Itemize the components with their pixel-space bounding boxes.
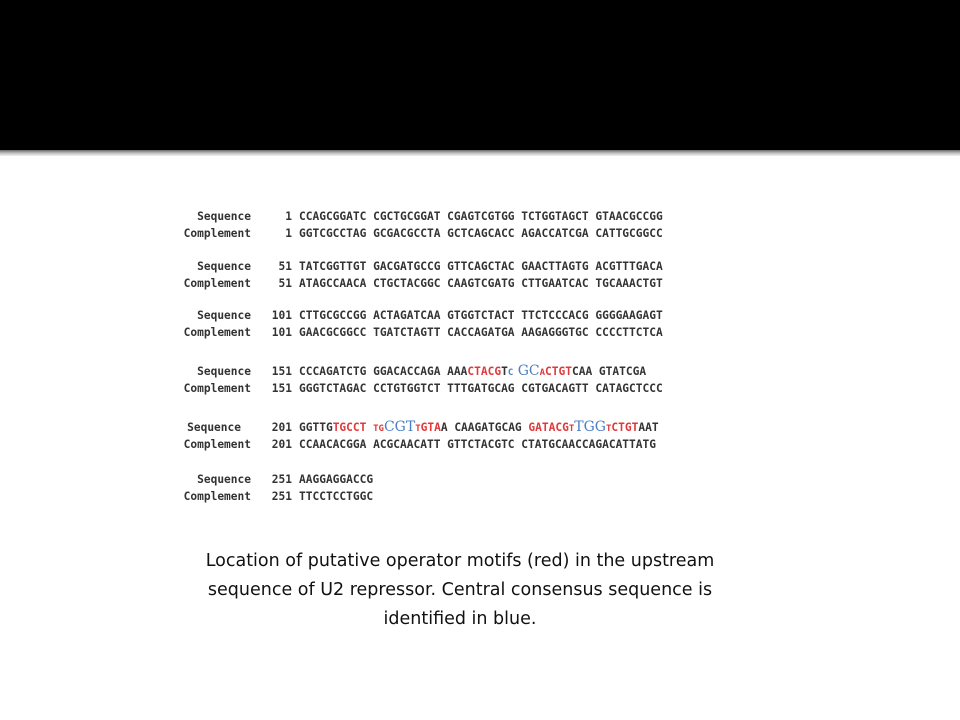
- operator-motif: CTGT: [611, 421, 639, 434]
- operator-motif: CTACG: [467, 365, 502, 378]
- operator-motif: GATACG: [528, 421, 569, 434]
- consensus-motif: TGG: [574, 419, 606, 435]
- sequence-row-151: [160, 364, 646, 379]
- row-bases: GAACGCGGCC TGATCTAGTT CACCAGATGA AAGAGGGTGC CCCCTTCTCA: [299, 326, 663, 339]
- caption-line: identified in blue.: [383, 609, 537, 629]
- operator-motif: A: [539, 368, 546, 378]
- operator-motif: T: [568, 424, 575, 434]
- title-bar: [0, 0, 960, 150]
- base-segment: CCCAGATCTG GGACACCAGA AAA: [299, 365, 468, 378]
- complement-row-101: [160, 325, 663, 340]
- row-label: Sequence: [197, 365, 251, 378]
- operator-motif: GTA: [420, 421, 441, 434]
- row-bases: CCAGCGGATC CGCTGCGGAT CGAGTCGTGG TCTGGTAGCT GTAACGCCGG: [299, 210, 663, 223]
- operator-motif: T: [373, 424, 379, 434]
- row-bases: AAGGAGGACCG: [299, 473, 374, 486]
- row-label: Complement: [183, 382, 251, 395]
- consensus-motif: GC: [513, 363, 540, 379]
- title-divider: [0, 150, 960, 156]
- base-segment: AAT: [638, 421, 659, 434]
- row-label: Sequence: [187, 421, 241, 434]
- row-bases: [299, 365, 646, 378]
- base-segment: CAA GTATCGA: [571, 365, 647, 378]
- base-segment: T: [501, 365, 508, 378]
- row-bases: GGGTCTAGAC CCTGTGGTCT TTTGATGCAG CGTGACAGTT CATAGCTCCC: [299, 382, 663, 395]
- row-position: 51: [278, 277, 292, 290]
- complement-row-251: [160, 489, 373, 504]
- row-position: 151: [271, 365, 292, 378]
- operator-motif: TGCCT: [332, 421, 367, 434]
- operator-motif: T: [415, 424, 421, 434]
- row-position: 101: [271, 326, 292, 339]
- complement-row-51: [160, 276, 663, 291]
- consensus-motif: C: [507, 368, 514, 378]
- row-bases: TTCCTCCTGGC: [299, 490, 374, 503]
- row-position: 1: [285, 227, 292, 240]
- row-label: Sequence: [197, 309, 251, 322]
- row-bases: CCAACACGGA ACGCAACATT GTTCTACGTC CTATGCAACCAGACATTATG: [299, 438, 656, 451]
- base-segment: A CAAGATGCAG: [440, 421, 529, 434]
- complement-row-151: [160, 381, 663, 396]
- caption-line: Location of putative operator motifs (red) in the upstream: [205, 551, 715, 571]
- sequence-row-1: [160, 209, 663, 224]
- row-label: Sequence: [197, 260, 251, 273]
- base-segment: GGTTG: [299, 421, 333, 434]
- row-bases: TATCGGTTGT GACGATGCCG GTTCAGCTAC GAACTTAGTG ACGTTTGACA: [299, 260, 663, 273]
- row-bases: [299, 421, 659, 434]
- row-position: 251: [271, 490, 292, 503]
- sequence-row-251: [160, 472, 373, 487]
- sequence-row-201: [160, 420, 659, 435]
- row-label: Sequence: [197, 210, 251, 223]
- row-position: 201: [271, 421, 292, 434]
- row-bases: CTTGCGCCGG ACTAGATCAA GTGGTCTACT TTCTCCCACG GGGGAAGAGT: [299, 309, 663, 322]
- operator-motif: G: [378, 424, 384, 434]
- figure-caption: [140, 547, 780, 634]
- consensus-motif: CGT: [383, 419, 416, 435]
- row-bases: ATAGCCAACA CTGCTACGGC CAAGTCGATG CTTGAATCAC TGCAAACTGT: [299, 277, 663, 290]
- row-label: Complement: [183, 227, 251, 240]
- row-position: 51: [278, 260, 292, 273]
- complement-row-1: [160, 226, 663, 241]
- complement-row-201: [160, 437, 656, 452]
- caption-line: sequence of U2 repressor. Central consensus sequence is: [207, 580, 713, 600]
- row-label: Complement: [183, 326, 251, 339]
- row-label: Complement: [183, 277, 251, 290]
- sequence-row-51: [160, 259, 663, 274]
- row-label: Complement: [183, 490, 251, 503]
- sequence-row-101: [160, 308, 663, 323]
- row-position: 251: [271, 473, 292, 486]
- row-bases: GGTCGCCTAG GCGACGCCTA GCTCAGCACC AGACCATCGA CATTGCGGCC: [299, 227, 663, 240]
- row-position: 101: [271, 309, 292, 322]
- row-position: 1: [285, 210, 292, 223]
- row-position: 201: [271, 438, 292, 451]
- row-label: Sequence: [197, 473, 251, 486]
- sequence-alignment-figure: [160, 205, 820, 510]
- operator-motif: CTGT: [545, 365, 572, 378]
- operator-motif: T: [605, 424, 612, 434]
- row-position: 151: [271, 382, 292, 395]
- row-label: Complement: [183, 438, 251, 451]
